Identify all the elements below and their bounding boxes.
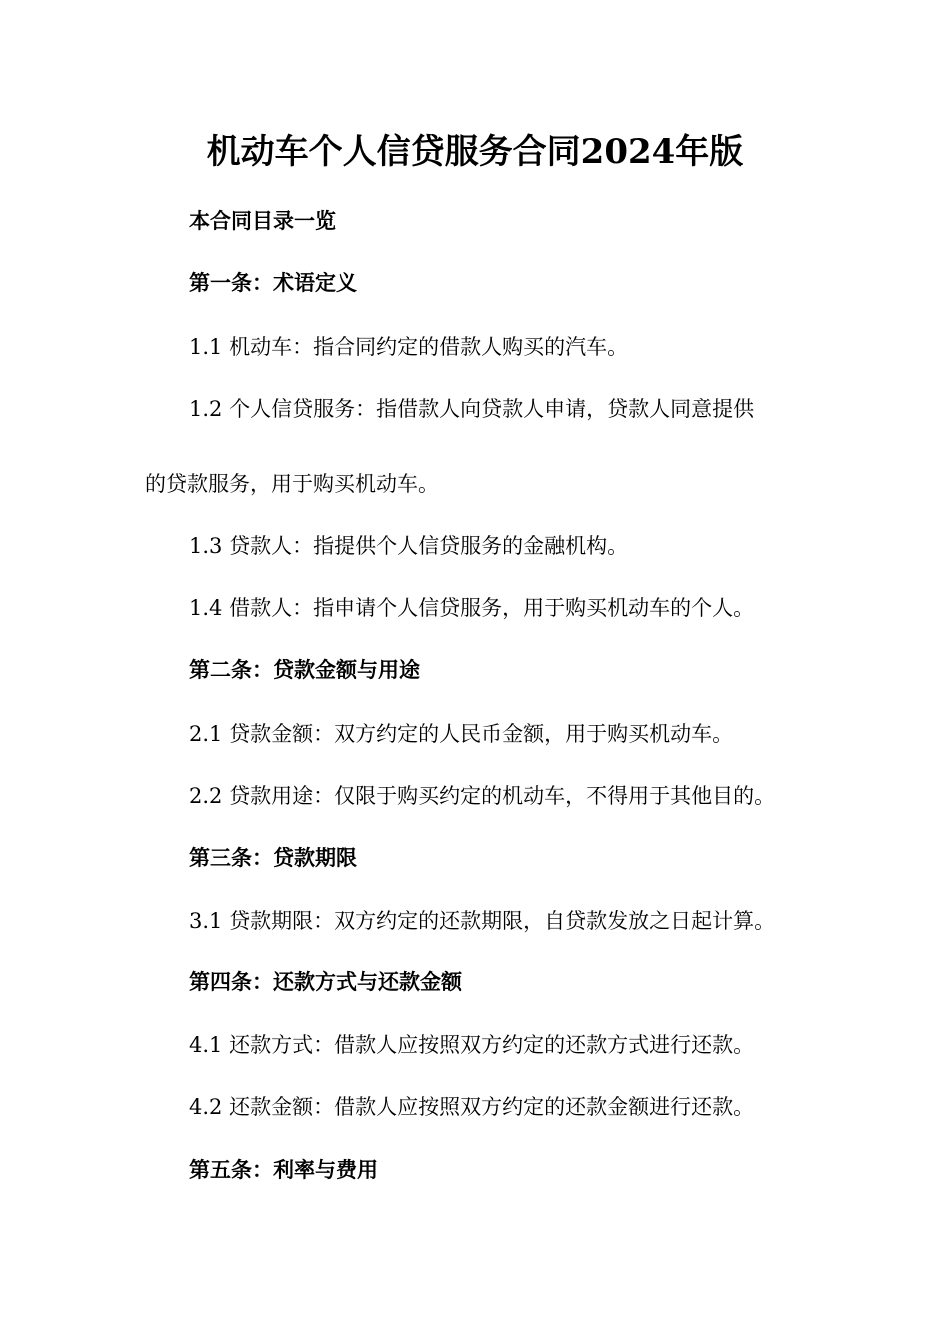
article-2-item-1: 2.1 贷款金额：双方约定的人民币金额，用于购买机动车。	[189, 722, 734, 746]
document-title: 机动车个人信贷服务合同2024年版	[206, 132, 744, 172]
article-1-item-2: 1.2 个人信贷服务：指借款人向贷款人申请，贷款人同意提供	[189, 397, 755, 421]
article-4-item-2: 4.2 还款金额：借款人应按照双方约定的还款金额进行还款。	[189, 1095, 755, 1119]
article-1-item-2-continued: 的贷款服务，用于购买机动车。	[145, 472, 439, 496]
article-2-item-2: 2.2 贷款用途：仅限于购买约定的机动车，不得用于其他目的。	[189, 784, 776, 808]
article-5-heading: 第五条：利率与费用	[189, 1157, 378, 1182]
article-3-heading: 第三条：贷款期限	[189, 845, 357, 870]
article-1-heading: 第一条：术语定义	[189, 270, 357, 295]
article-1-item-4: 1.4 借款人：指申请个人信贷服务，用于购买机动车的个人。	[189, 596, 755, 620]
article-3-item-1: 3.1 贷款期限：双方约定的还款期限，自贷款发放之日起计算。	[189, 909, 776, 933]
article-1-item-3: 1.3 贷款人：指提供个人信贷服务的金融机构。	[189, 534, 629, 558]
article-1-item-1: 1.1 机动车：指合同约定的借款人购买的汽车。	[189, 335, 629, 359]
article-4-item-1: 4.1 还款方式：借款人应按照双方约定的还款方式进行还款。	[189, 1033, 755, 1057]
article-2-heading: 第二条：贷款金额与用途	[189, 657, 420, 682]
toc-heading: 本合同目录一览	[189, 208, 336, 233]
article-4-heading: 第四条：还款方式与还款金额	[189, 969, 462, 994]
